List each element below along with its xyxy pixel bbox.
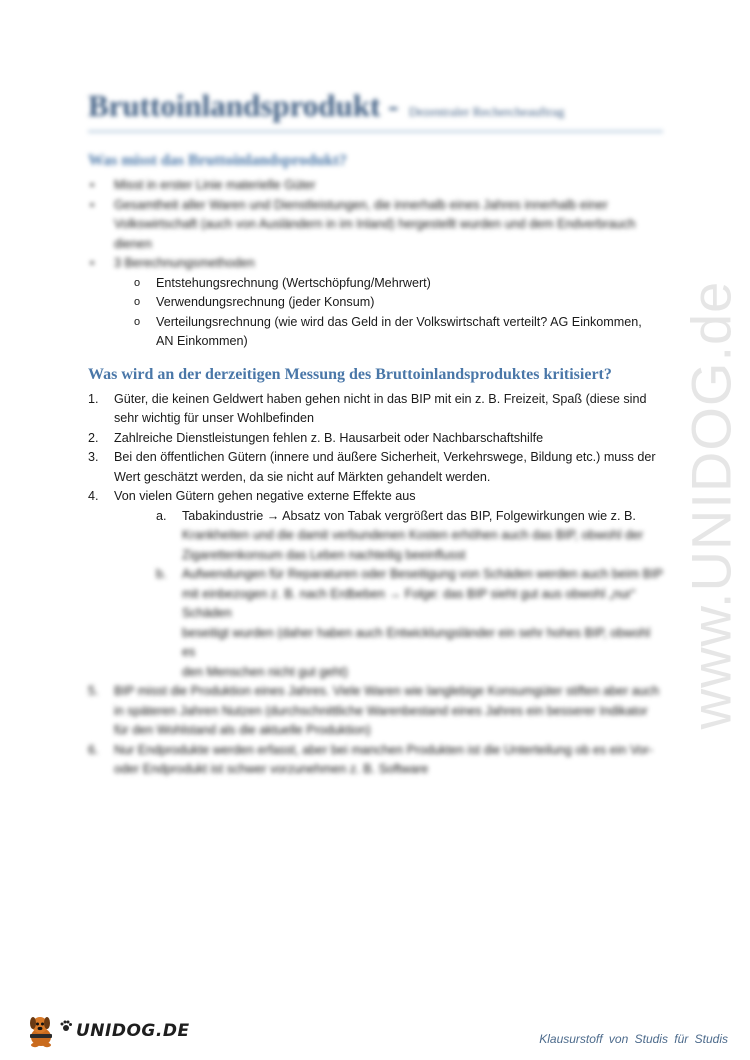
list-item: o Verwendungsrechnung (jeder Konsum) <box>130 293 663 313</box>
paw-icon <box>60 1020 72 1032</box>
bullet-list <box>88 176 663 274</box>
line-text: dienen <box>114 236 152 251</box>
list-item: o Entstehungsrechnung (Wertschöpfung/Mehrwert) <box>130 274 663 294</box>
sub-list <box>156 507 663 683</box>
list-item <box>88 196 663 255</box>
method-list <box>130 274 663 352</box>
dog-mascot-icon <box>26 1014 56 1048</box>
watermark: www.UNIDOG.de <box>679 280 743 730</box>
critique-list <box>88 390 663 780</box>
document-body <box>88 152 663 780</box>
line-text: Verteilungsrechnung (wie wird das Geld in der Volkswirtschaft verteilt? AG Einkommen, <box>156 314 642 329</box>
title-row <box>88 88 663 133</box>
logo-text: UNIDOG.DE <box>76 1021 190 1041</box>
line-text: AN Einkommen) <box>156 334 248 348</box>
list-item: 3. Bei den öffentlichen Gütern (innere und äußere Sicherheit, Verkehrswege, Bildung etc.) muss der Wert geschätzt werden, da sie nicht auf Märkten gehandelt werden. <box>88 450 656 484</box>
list-item <box>130 313 663 352</box>
sub-list-item: b. Aufwendungen für Reparaturen oder Beseitigung von Schäden werden auch beim BIP mit einbezogen z. B. nach Erdbeben → Folge: das BIP sieht gut aus obwohl „nur“ Schäden beseitigt wurden (daher haben auch Entwicklungsländer ein sehr hohes BIP, obwohl es den Menschen nicht gut geht) <box>156 567 663 679</box>
footer-tagline: Klausurstoff von Studis für Studis <box>539 1032 728 1046</box>
list-item: 4. Von vielen Gütern gehen negative externe Effekte aus a. Tabakindustrie → Absatz von Tabak vergrößert das BIP, Folgewirkungen wie z. B. Krankheiten und die damit verbundenen Kosten erhöhen auch das BIP, obwohl der Zigarettenkonsum das Leben nachteilig beeinflusst b. Aufwendungen für Reparaturen oder Beseitigung von Schäden werden auch beim BIP mit einbezogen z. B. nach Erdbeben → Folge: das BIP sieht gut aus obwohl „nur“ Schäden beseitigt wurden (daher haben auch Entwicklungsländer ein sehr hohes BIP, obwohl es den Menschen nicht gut geht) <box>88 487 663 682</box>
line-text: Volkswirtschaft (auch von Ausländern in im Inland) hergestellt wurden und dem Endverbrauch <box>114 217 636 231</box>
list-item: • Misst in erster Linie materielle Güter <box>88 176 663 196</box>
list-item: • 3 Berechnungsmethoden <box>88 254 663 274</box>
section-heading-2: Was wird an der derzeitigen Messung des Bruttoinlandsproduktes kritisiert? <box>88 365 612 383</box>
list-item: 6. Nur Endprodukte werden erfasst, aber bei manchen Produkten ist die Unterteilung ob es ein Vor- oder Endprodukt ist schwer vorzunehmen z. B. Software <box>88 742 654 776</box>
sub-list-item: a. Tabakindustrie → Absatz von Tabak vergrößert das BIP, Folgewirkungen wie z. B. Krankheiten und die damit verbundenen Kosten erhöhen auch das BIP, obwohl der Zigarettenkonsum das Leben nachteilig beeinflusst <box>156 508 644 562</box>
unidog-logo[interactable] <box>26 1014 190 1048</box>
list-item: 2. Zahlreiche Dienstleistungen fehlen z. B. Hausarbeit oder Nachbarschaftshilfe <box>88 430 544 445</box>
section-heading-1: Was misst das Bruttoinlandsprodukt? <box>88 152 347 169</box>
list-item: 1. Güter, die keinen Geldwert haben gehen nicht in das BIP mit ein z. B. Freizeit, Spaß (diese sind sehr wichtig für unser Wohlbefinden <box>88 391 647 425</box>
page-title: Bruttoinlandsprodukt - <box>88 88 399 123</box>
line-text: Gesamtheit aller Waren und Dienstleistungen, die innerhalb eines Jahres innerhalb einer <box>114 197 608 212</box>
page-subtitle: Dezentraler Rechercheauftrag <box>408 104 565 119</box>
list-item: 5. BIP misst die Produktion eines Jahres. Viele Waren wie langlebige Konsumgüter stiften aber auch in späteren Jahren Nutzen (durchschnittliche Warenbestand eines Jahres ein besserer Indikator für den Wohlstand als die aktuelle Produktion) <box>88 684 660 737</box>
